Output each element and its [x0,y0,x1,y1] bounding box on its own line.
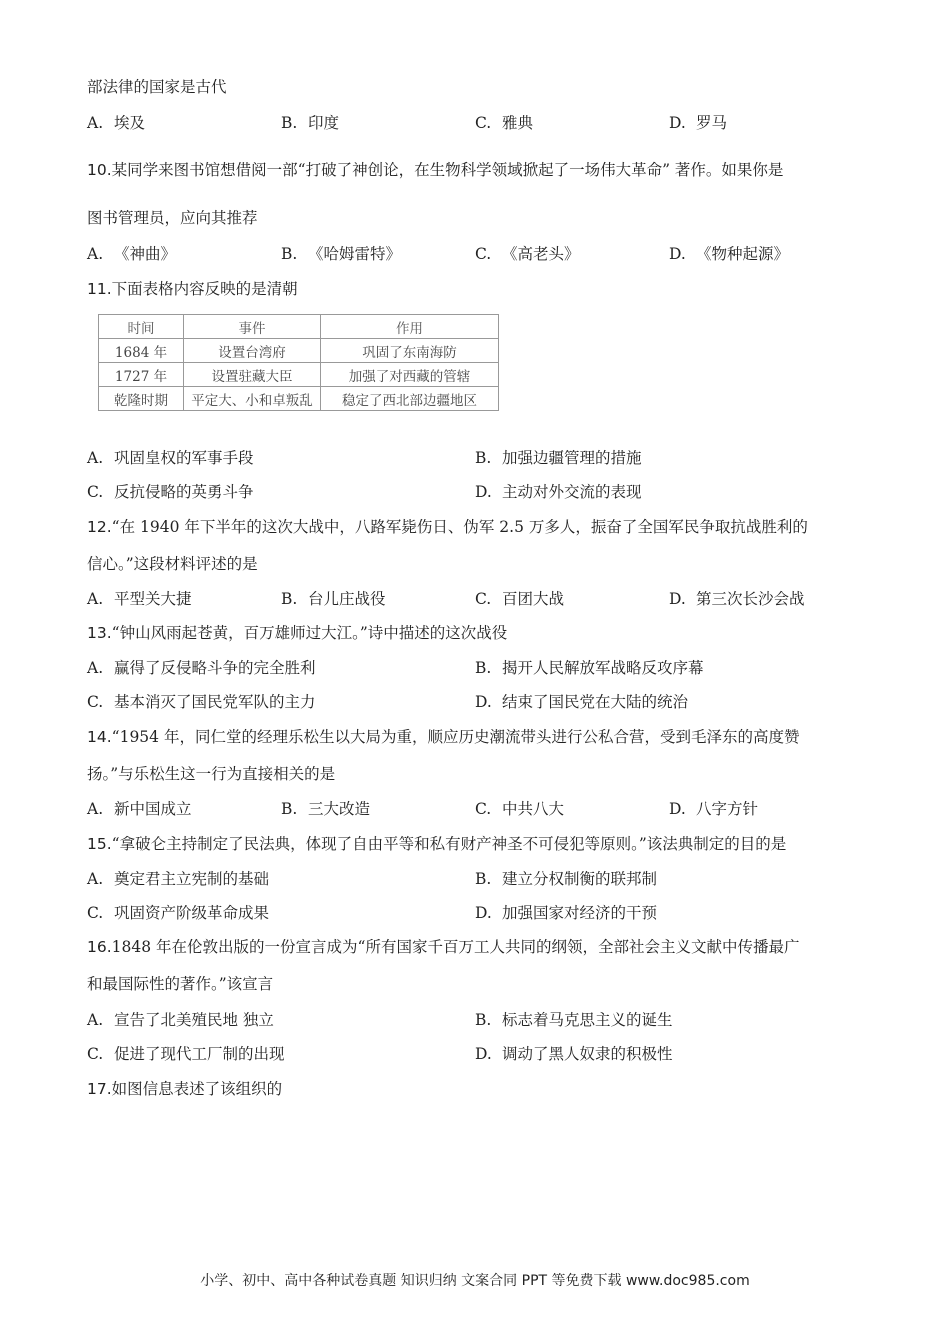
table-cell: 设置驻藏大臣 [184,363,321,387]
q11-option-b: B. 加强边疆管理的措施 [475,449,642,467]
page-footer: 小学、初中、高中各种试卷真题 知识归纳 文案合同 PPT 等免费下载 www.doc985.com [200,1273,750,1289]
q12-option-a: A. 平型关大捷 [87,590,192,608]
q12-option-c: C. 百团大战 [475,590,564,608]
q14-stem-line2: 扬。”与乐松生这一行为直接相关的是 [87,765,336,783]
table-cell: 1684 年 [99,339,184,363]
q16-stem-line1: 16.1848 年在伦敦出版的一份宣言成为“所有国家千百万工人共同的纲领，全部社会主义文献中传播最广 [87,938,800,956]
q16-option-d: D. 调动了黑人奴隶的积极性 [475,1045,673,1063]
q10-stem-line2: 图书管理员，应向其推荐 [87,209,258,227]
q9-option-c: C. 雅典 [475,114,533,132]
q11-stem: 11.下面表格内容反映的是清朝 [87,280,298,298]
q10-option-c: C. 《高老头》 [475,245,580,263]
table-row [99,339,499,363]
table-row [99,387,499,411]
q12-stem-line2: 信心。”这段材料评述的是 [87,555,258,573]
q16-option-a: A. 宣告了北美殖民地 独立 [87,1011,274,1029]
table-header-cell: 时间 [99,315,184,339]
table-cell: 稳定了西北部边疆地区 [321,387,499,411]
q9-continuation: 部法律的国家是古代 [87,78,227,96]
qing-events-table [98,314,499,411]
q9-option-d: D. 罗马 [669,114,727,132]
q16-option-c: C. 促进了现代工厂制的出现 [87,1045,285,1063]
q15-option-c: C. 巩固资产阶级革命成果 [87,904,269,922]
table-cell: 设置台湾府 [184,339,321,363]
q14-option-d: D. 八字方针 [669,800,758,818]
q9-option-b: B. 印度 [281,114,339,132]
q13-option-b: B. 揭开人民解放军战略反攻序幕 [475,659,704,677]
q10-option-b: B. 《哈姆雷特》 [281,245,401,263]
table-cell: 1727 年 [99,363,184,387]
table-header-cell: 作用 [321,315,499,339]
q14-option-c: C. 中共八大 [475,800,564,818]
q15-option-d: D. 加强国家对经济的干预 [475,904,657,922]
q17-stem: 17.如图信息表述了该组织的 [87,1080,283,1098]
q16-option-b: B. 标志着马克思主义的诞生 [475,1011,673,1029]
q12-option-d: D. 第三次长沙会战 [669,590,805,608]
q12-stem-line1: 12.“在 1940 年下半年的这次大战中，八路军毙伤日、伪军 2.5 万多人，振奋了全国军民争取抗战胜利的 [87,518,808,536]
q13-option-c: C. 基本消灭了国民党军队的主力 [87,693,316,711]
q14-option-a: A. 新中国成立 [87,800,192,818]
q16-stem-line2: 和最国际性的著作。”该宣言 [87,975,274,993]
q15-option-a: A. 奠定君主立宪制的基础 [87,870,269,888]
q13-option-a: A. 赢得了反侵略斗争的完全胜利 [87,659,316,677]
q11-option-d: D. 主动对外交流的表现 [475,483,642,501]
q15-stem: 15.“拿破仑主持制定了民法典，体现了自由平等和私有财产神圣不可侵犯等原则。”该法典制定的目的是 [87,835,787,853]
table-cell: 乾隆时期 [99,387,184,411]
q14-stem-line1: 14.“1954 年，同仁堂的经理乐松生以大局为重，顺应历史潮流带头进行公私合营，受到毛泽东的高度赞 [87,728,800,746]
table-row [99,363,499,387]
q10-option-a: A. 《神曲》 [87,245,176,263]
q9-option-a: A. 埃及 [87,114,145,132]
q11-option-c: C. 反抗侵略的英勇斗争 [87,483,254,501]
table-cell: 平定大、小和卓叛乱 [184,387,321,411]
q10-stem-line1: 10.某同学来图书馆想借阅一部“打破了神创论，在生物科学领域掀起了一场伟大革命” 著作。如果你是 [87,161,784,179]
q15-option-b: B. 建立分权制衡的联邦制 [475,870,657,888]
q12-option-b: B. 台儿庄战役 [281,590,386,608]
q13-stem: 13.“钟山风雨起苍黄，百万雄师过大江。”诗中描述的这次战役 [87,624,508,642]
q13-option-d: D. 结束了国民党在大陆的统治 [475,693,688,711]
table-cell: 巩固了东南海防 [321,339,499,363]
q10-option-d: D. 《物种起源》 [669,245,789,263]
table-cell: 加强了对西藏的管辖 [321,363,499,387]
q14-option-b: B. 三大改造 [281,800,370,818]
table-header-row [99,315,499,339]
q11-option-a: A. 巩固皇权的军事手段 [87,449,254,467]
table-header-cell: 事件 [184,315,321,339]
